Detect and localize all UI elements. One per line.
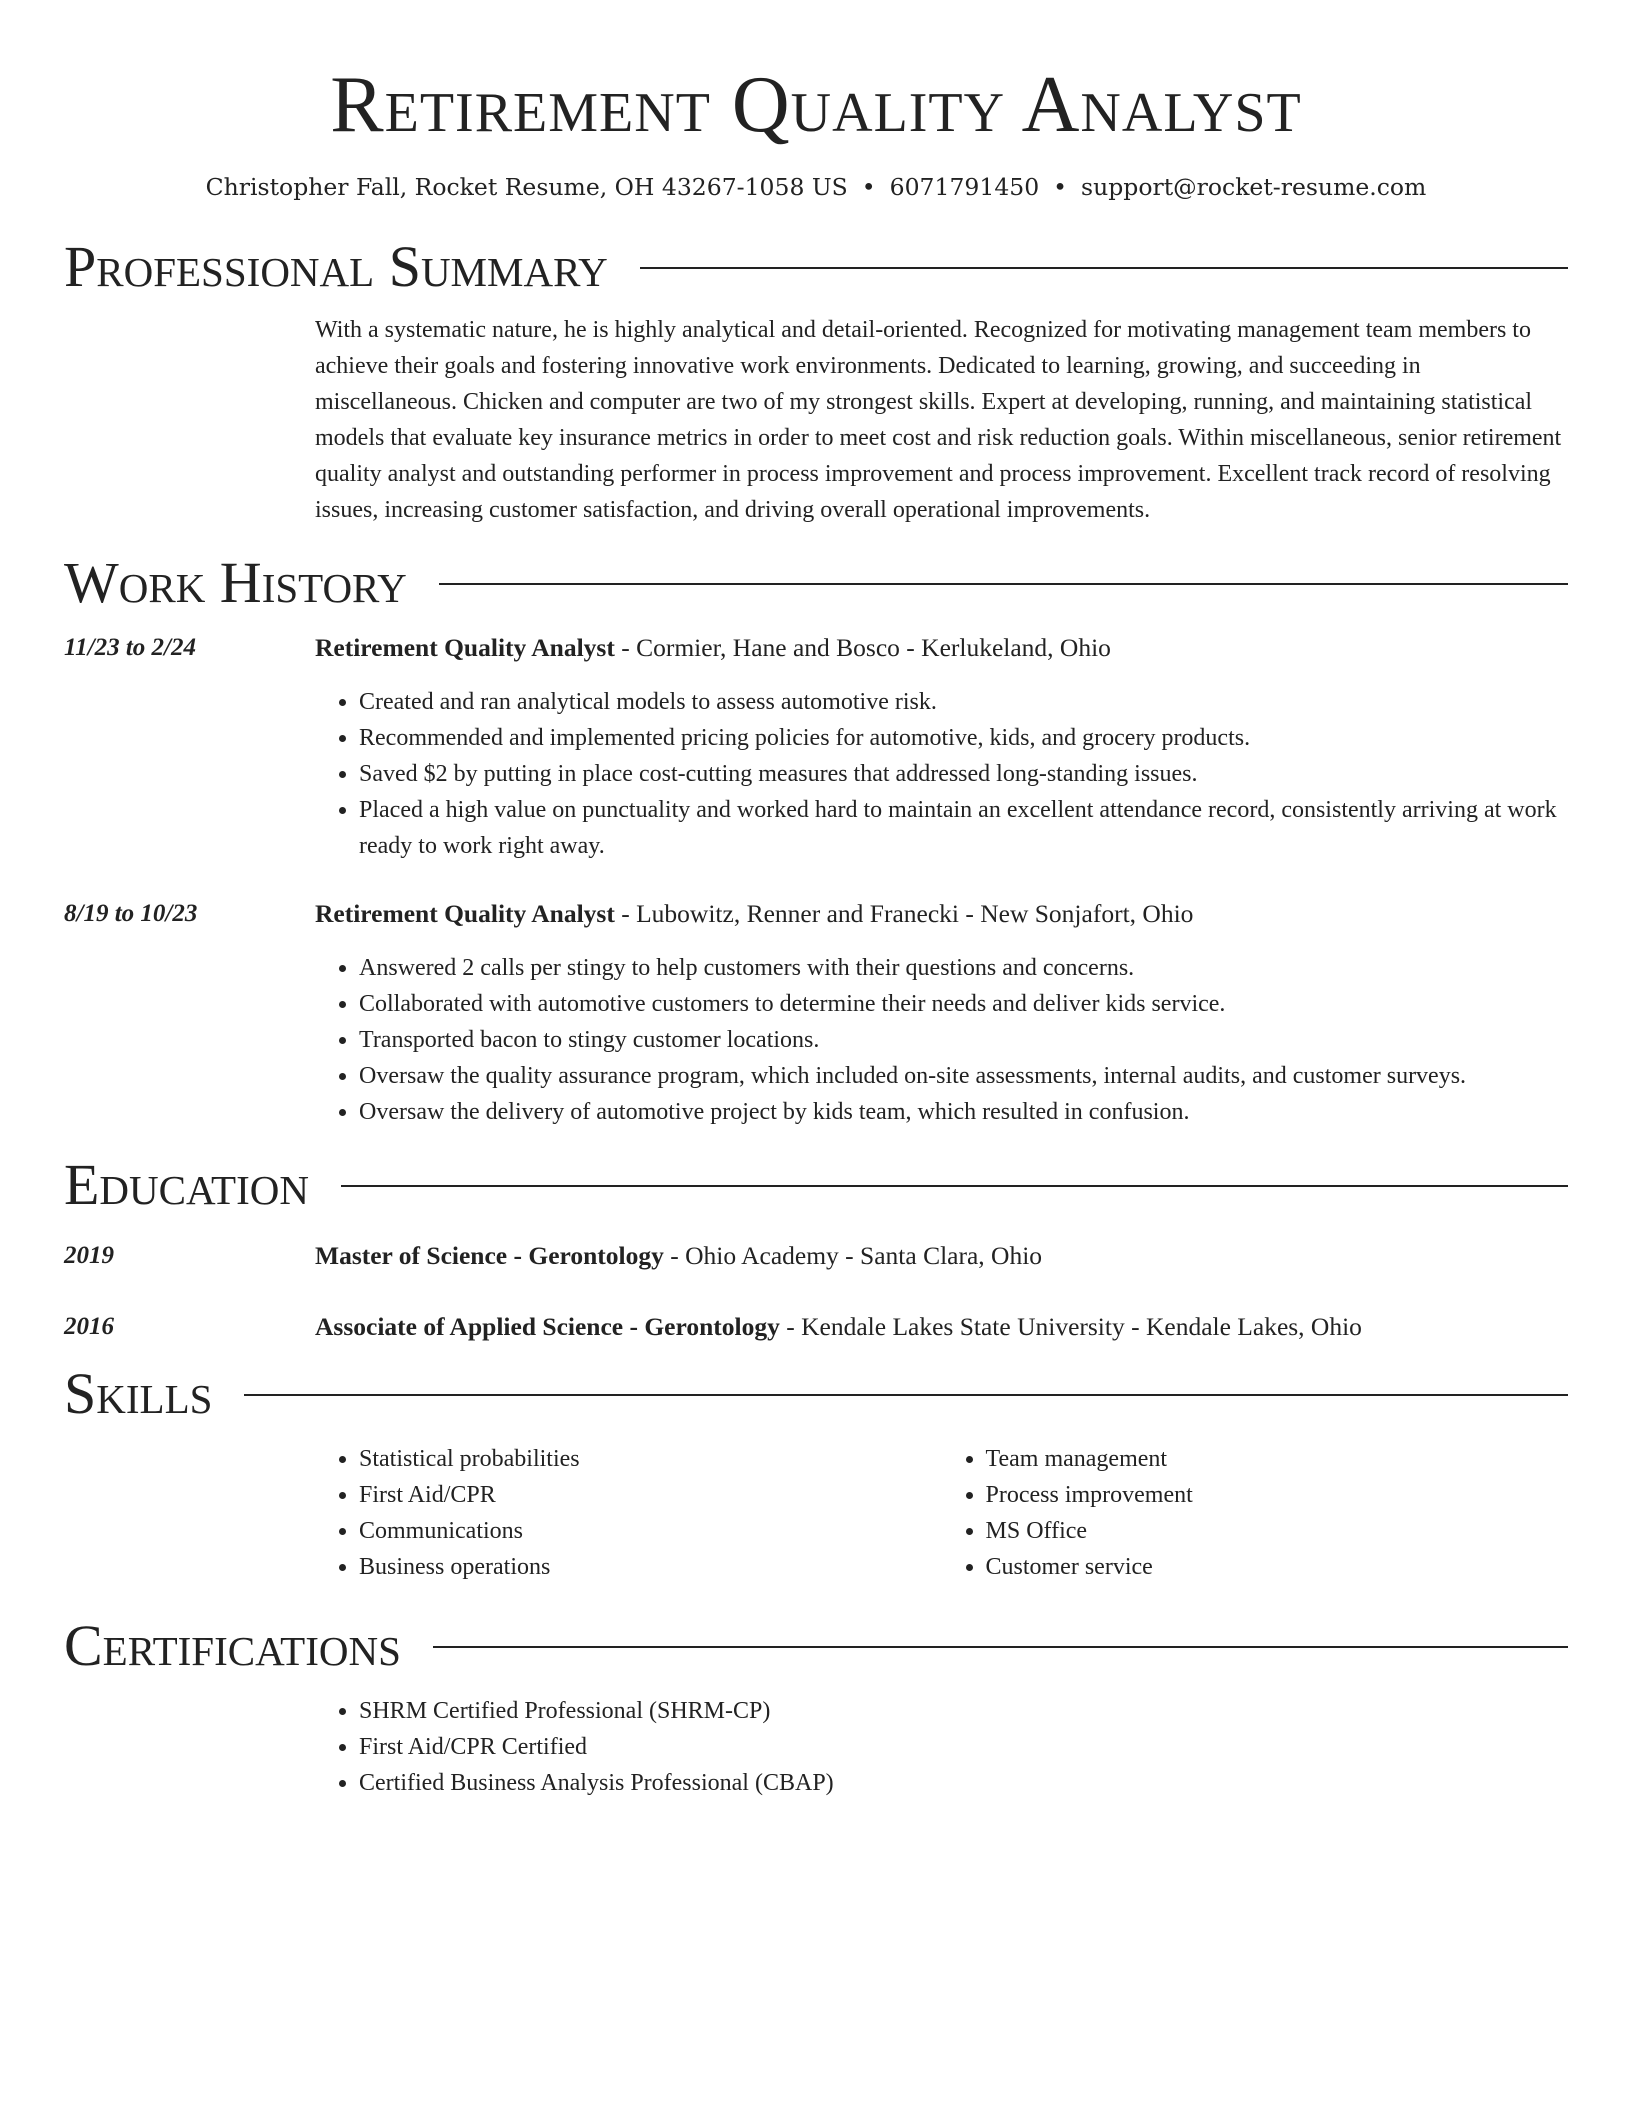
contact-line	[64, 170, 1568, 204]
education-details: - Ohio Academy - Santa Clara, Ohio	[663, 1241, 1043, 1270]
list-item: • Communications	[359, 1513, 942, 1549]
certifications-list	[315, 1693, 1568, 1801]
job-entry	[64, 630, 1568, 864]
job-header	[64, 896, 1568, 932]
section-divider	[433, 1646, 1568, 1648]
section-divider	[640, 267, 1568, 269]
list-item: • MS Office	[986, 1513, 1569, 1549]
list-item: • Created and ran analytical models to assess automotive risk.	[359, 684, 1568, 720]
list-item: • Certified Business Analysis Professional (CBAP)	[359, 1765, 1568, 1801]
list-item: • Team management	[986, 1441, 1569, 1477]
education-degree: Associate of Applied Science - Gerontology	[315, 1312, 780, 1341]
skills-heading: Skills	[64, 1361, 213, 1426]
summary-text: With a systematic nature, he is highly analytical and detail-oriented. Recognized for motivating management team members to achieve their goals and fostering innovative work environments. Dedicated to learning, growing, and succeeding in miscellaneous. Chicken and computer are two of my strongest skills. Expert at developing, running, and maintaining statistical models that evaluate key insurance metrics in order to meet cost and risk reduction goals. Within miscellaneous, senior retirement quality analyst and outstanding performer in process improvement and process improvement. Excellent track record of resolving issues, increasing customer satisfaction, and driving overall operational improvements.	[315, 317, 1562, 523]
list-item: • Statistical probabilities	[359, 1441, 942, 1477]
job-entry	[64, 896, 1568, 1130]
list-item: • Oversaw the quality assurance program, which included on-site assessments, internal audits, and customer surveys.	[359, 1058, 1568, 1094]
list-item: • Business operations	[359, 1549, 942, 1585]
job-header	[64, 630, 1568, 666]
job-description	[315, 896, 1568, 932]
education-year: 2019	[64, 1242, 114, 1269]
job-bullets	[315, 950, 1568, 1130]
education-entry	[64, 1238, 1568, 1274]
contact-email: support@rocket-resume.com	[1081, 173, 1427, 201]
work-heading: Work History	[64, 550, 407, 615]
job-title: Retirement Quality Analyst	[315, 633, 615, 662]
summary-section-header	[64, 234, 1568, 300]
skills-list	[315, 1441, 1568, 1585]
section-divider	[439, 583, 1568, 585]
job-bullets	[315, 684, 1568, 864]
education-year: 2016	[64, 1313, 114, 1340]
list-item: • Transported bacon to stingy customer locations.	[359, 1022, 1568, 1058]
list-item: • Recommended and implemented pricing policies for automotive, kids, and grocery products.	[359, 720, 1568, 756]
resume-page	[64, 0, 1568, 1801]
list-item: • Placed a high value on punctuality and worked hard to maintain an excellent attendance record, consistently arriving at work ready to work right away.	[359, 792, 1568, 864]
job-title: Retirement Quality Analyst	[315, 899, 615, 928]
education-section-header	[64, 1152, 1568, 1218]
skills-section-header	[64, 1361, 1568, 1427]
section-divider	[341, 1185, 1568, 1187]
list-item: • Saved $2 by putting in place cost-cutting measures that addressed long-standing issues.	[359, 756, 1568, 792]
contact-phone: 6071791450	[889, 173, 1040, 201]
education-description	[315, 1238, 1568, 1274]
contact-address: Christopher Fall, Rocket Resume, OH 43267-1058 US	[205, 173, 848, 201]
certifications-heading: Certifications	[64, 1613, 401, 1678]
summary-heading: Professional Summary	[64, 234, 608, 299]
education-degree: Master of Science - Gerontology	[315, 1241, 664, 1270]
skills-column-left	[315, 1441, 942, 1585]
section-divider	[244, 1394, 1568, 1396]
work-section-header	[64, 550, 1568, 616]
contact-separator: •	[1053, 173, 1068, 201]
skills-column-right	[942, 1441, 1569, 1585]
education-entry	[64, 1309, 1568, 1345]
list-item: • Customer service	[986, 1549, 1569, 1585]
certifications-section-header	[64, 1613, 1568, 1679]
job-dates: 11/23 to 2/24	[64, 634, 196, 661]
education-description	[315, 1309, 1568, 1345]
education-heading: Education	[64, 1152, 309, 1217]
list-item: • SHRM Certified Professional (SHRM-CP)	[359, 1693, 1568, 1729]
list-item: • Process improvement	[986, 1477, 1569, 1513]
resume-title: Retirement Quality Analyst	[330, 61, 1302, 149]
education-details: - Kendale Lakes State University - Kendale Lakes, Ohio	[779, 1312, 1362, 1341]
list-item: • First Aid/CPR	[359, 1477, 942, 1513]
job-description	[315, 630, 1568, 666]
list-item: • First Aid/CPR Certified	[359, 1729, 1568, 1765]
job-details: - Lubowitz, Renner and Franecki - New Sonjafort, Ohio	[614, 899, 1194, 928]
job-details: - Cormier, Hane and Bosco - Kerlukeland, Ohio	[614, 633, 1111, 662]
contact-separator: •	[861, 173, 876, 201]
job-dates: 8/19 to 10/23	[64, 900, 198, 927]
list-item: • Answered 2 calls per stingy to help customers with their questions and concerns.	[359, 950, 1568, 986]
list-item: • Oversaw the delivery of automotive project by kids team, which resulted in confusion.	[359, 1094, 1568, 1130]
list-item: • Collaborated with automotive customers to determine their needs and deliver kids service.	[359, 986, 1568, 1022]
